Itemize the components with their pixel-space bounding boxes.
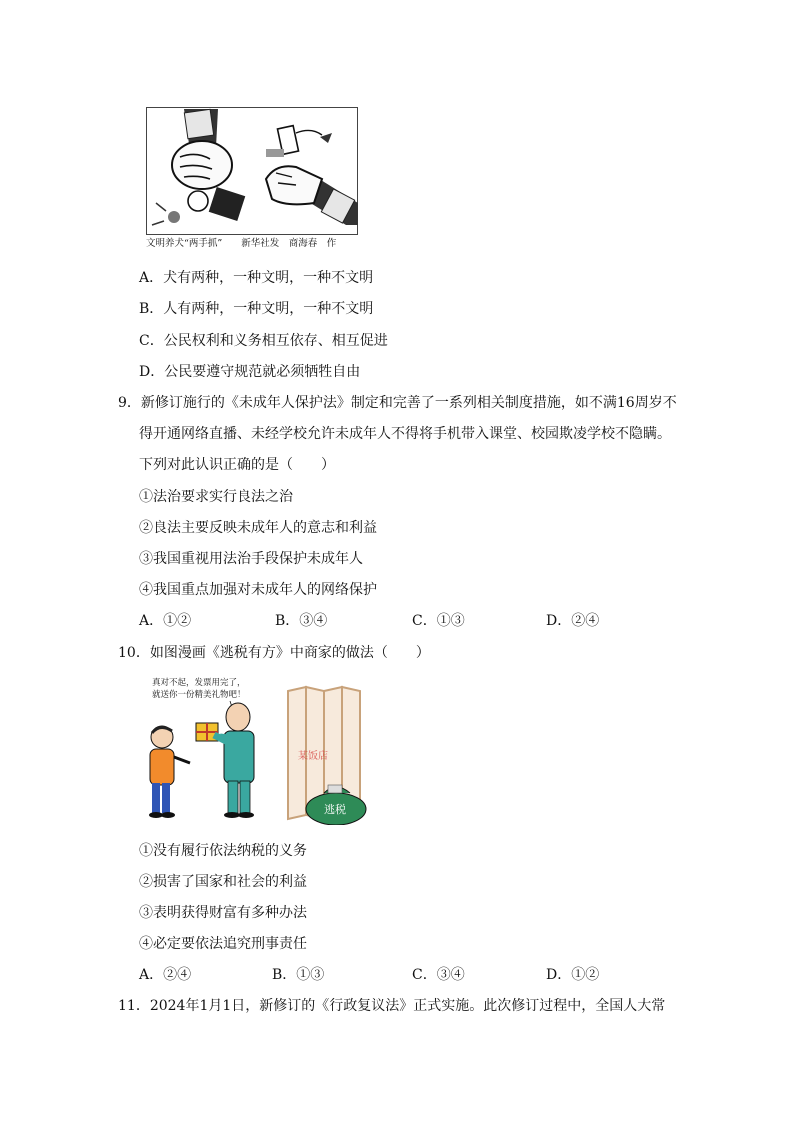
q9-stem-line-1: 9．新修订施行的《未成年人保护法》制定和完善了一系列相关制度措施，如不满16周岁不 bbox=[118, 395, 677, 411]
q9-statement-2: ②良法主要反映未成年人的意志和利益 bbox=[139, 520, 377, 536]
q9-choice-c: C．①③ bbox=[412, 613, 465, 629]
shop-sign: 某饭店 bbox=[298, 751, 328, 762]
speech-line-1: 真对不起，发票用完了， bbox=[152, 678, 246, 688]
q9-choice-a: A．①② bbox=[139, 613, 192, 629]
q10-stem: 10．如图漫画《逃税有方》中商家的做法（ ） bbox=[118, 645, 430, 661]
cartoon-drawing bbox=[146, 107, 358, 235]
q10-statement-1: ①没有履行依法纳税的义务 bbox=[139, 843, 307, 859]
q9-statement-3: ③我国重视用法治手段保护未成年人 bbox=[139, 551, 363, 567]
q9-stem-line-2: 得开通网络直播、未经学校允许未成年人不得将手机带入课堂、校园欺凌学校不隐瞒。 bbox=[139, 426, 671, 442]
q10-choice-a: A．②④ bbox=[139, 967, 192, 983]
q8-option-c: C．公民权利和义务相互依存、相互促进 bbox=[139, 333, 388, 349]
q10-statement-2: ②损害了国家和社会的利益 bbox=[139, 874, 307, 890]
speech-line-2: 就送你一份精美礼物吧！ bbox=[152, 690, 246, 700]
q10-choice-c: C．③④ bbox=[412, 967, 465, 983]
q10-choice-b: B．①③ bbox=[272, 967, 325, 983]
bag-label: 逃税 bbox=[324, 803, 346, 816]
q10-statement-3: ③表明获得财富有多种办法 bbox=[139, 905, 307, 921]
q9-statement-1: ①法治要求实行良法之治 bbox=[139, 489, 293, 505]
q8-option-b: B．人有两种，一种文明，一种不文明 bbox=[139, 301, 374, 317]
q9-choice-b: B．③④ bbox=[275, 613, 328, 629]
q9-choice-d: D．②④ bbox=[546, 613, 600, 629]
q8-option-d: D．公民要遵守规范就必须牺牲自由 bbox=[139, 364, 361, 380]
q9-stem-line-3: 下列对此认识正确的是（ ） bbox=[139, 457, 335, 473]
cartoon-drawing bbox=[138, 673, 370, 825]
q10-choice-d: D．①② bbox=[546, 967, 600, 983]
dog-civility-cartoon bbox=[146, 107, 358, 235]
q11-stem: 11．2024年1月1日，新修订的《行政复议法》正式实施。此次修订过程中，全国人大常 bbox=[118, 998, 666, 1014]
tax-evasion-cartoon bbox=[138, 673, 370, 825]
q10-statement-4: ④必定要依法追究刑事责任 bbox=[139, 936, 307, 952]
q9-statement-4: ④我国重点加强对未成年人的网络保护 bbox=[139, 582, 377, 598]
q8-option-a: A．犬有两种，一种文明，一种不文明 bbox=[139, 270, 374, 286]
figure-caption: 文明养犬“两手抓” 新华社发 商海春 作 bbox=[146, 238, 337, 249]
